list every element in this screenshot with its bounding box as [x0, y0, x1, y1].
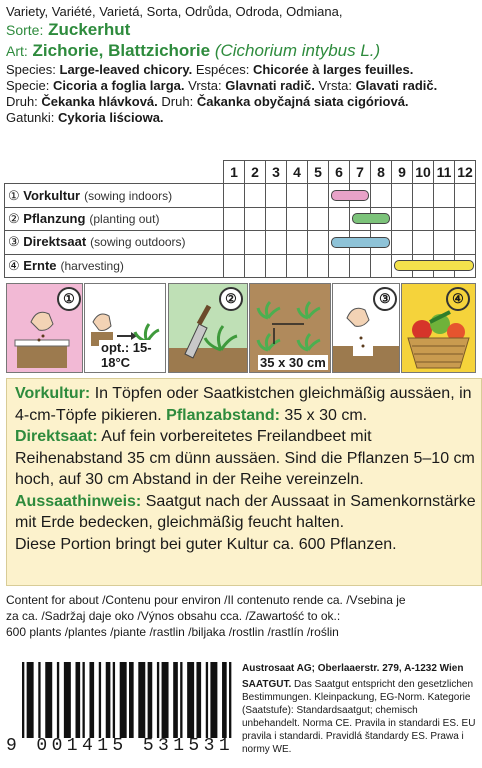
month-4: 4 — [287, 161, 308, 184]
calendar-cell — [245, 207, 266, 230]
barcode-bar — [38, 662, 40, 738]
vrsta2-label: Vrsta: — [318, 78, 352, 93]
barcode-bar — [27, 662, 34, 738]
specie-value: Cicoria a foglia larga. — [53, 78, 185, 93]
content-line-1: Content for about /Contenu pour environ /Il contenuto rende ca. /Vsebina je — [6, 593, 406, 607]
barcode-bar — [206, 662, 208, 738]
barcode-bar — [180, 662, 182, 738]
direktsaat-heading: Direktsaat: — [15, 428, 98, 445]
month-9: 9 — [392, 161, 413, 184]
calendar-cell — [245, 184, 266, 207]
calendar-row-title: Ernte — [23, 257, 57, 273]
calendar-period-bar — [394, 260, 474, 271]
month-10: 10 — [413, 161, 434, 184]
calendar-cell — [392, 231, 413, 254]
art-value: Zichorie, Blattzichorie — [32, 41, 211, 60]
barcode-bar — [187, 662, 194, 738]
barcode-bar — [138, 662, 145, 738]
calendar-cell — [308, 231, 329, 254]
barcode-bar — [22, 662, 24, 738]
pflanzabstand-text: 35 x 30 cm. — [279, 406, 368, 424]
calendar-cell — [266, 231, 287, 254]
calendar-cell — [413, 231, 434, 254]
sowing-instructions — [6, 378, 482, 586]
calendar-period-bar — [331, 237, 390, 248]
barcode-bars — [22, 662, 236, 738]
picto-sowing-outdoors — [332, 283, 400, 373]
calendar-cell — [413, 207, 434, 230]
calendar-cell — [392, 207, 413, 230]
calendar-row-label — [5, 207, 224, 230]
calendar-month-row — [5, 161, 476, 184]
calendar-period-bar — [331, 190, 369, 201]
calendar-row-number: ② — [8, 210, 20, 226]
month-3: 3 — [266, 161, 287, 184]
calendar-row-title: Pflanzung — [23, 210, 86, 226]
especes-label: Espéces: — [195, 62, 250, 77]
barcode-bar — [106, 662, 111, 738]
barcode-bar — [99, 662, 101, 738]
month-2: 2 — [245, 161, 266, 184]
species-value: Large-leaved chicory. — [59, 62, 193, 77]
month-8: 8 — [371, 161, 392, 184]
calendar-row-subtitle: (planting out) — [89, 211, 160, 226]
legal-text — [242, 678, 478, 756]
month-1: 1 — [224, 161, 245, 184]
barcode-bar — [76, 662, 81, 738]
calendar-cell — [245, 254, 266, 277]
picto-pricking-out — [84, 283, 166, 373]
calendar-cell — [224, 231, 245, 254]
druh1-value: Čekanka hlávková. — [41, 94, 158, 109]
calendar-cell — [329, 207, 350, 230]
saatgut-label: SAATGUT. — [242, 679, 292, 690]
calendar-row-title: Direktsaat — [23, 234, 87, 250]
sowing-calendar — [4, 160, 476, 278]
gatunki-label: Gatunki: — [6, 110, 55, 125]
picto-planting — [168, 283, 248, 373]
direktsaat-text: Auf fein vorbereitetes Freilandbeet mit Reihenabstand 35 cm dünn aussäen. Sind die Pflanzen 5–10 cm hoch, auf 30 cm Abstand in der Reihe vereinzeln. — [15, 428, 475, 488]
hinweis-paragraph — [15, 491, 477, 534]
picto-harvest — [401, 283, 476, 373]
calendar-row — [5, 231, 476, 254]
calendar-cell — [287, 184, 308, 207]
calendar-cell — [350, 254, 371, 277]
barcode-bar — [157, 662, 159, 738]
direktsaat-paragraph — [15, 426, 477, 491]
calendar-cell — [455, 207, 476, 230]
supplier-footer — [242, 662, 478, 756]
calendar-row-number: ① — [8, 187, 20, 203]
pictogram-strip — [6, 283, 476, 373]
supplier-address: Austrosaat AG; Oberlaaerstr. 279, A-1232 Wien — [242, 663, 464, 674]
calendar-row-subtitle: (harvesting) — [60, 258, 124, 273]
pflanzabstand-heading: Pflanzabstand: — [166, 406, 280, 424]
calendar-cell — [329, 254, 350, 277]
druh2-label: Druh: — [161, 94, 194, 109]
barcode-bar — [113, 662, 115, 738]
calendar-cell — [287, 254, 308, 277]
hinweis-heading: Aussaathinweis: — [15, 492, 142, 510]
step-1-badge: ① — [57, 287, 81, 311]
sorte-label: Sorte: — [6, 22, 44, 38]
picto-sowing-indoors — [6, 283, 83, 373]
calendar-period-bar — [352, 213, 390, 224]
vrsta1-label: Vrsta: — [188, 78, 222, 93]
species-label: Species: — [6, 62, 56, 77]
calendar-row — [5, 207, 476, 230]
calendar-cell — [455, 231, 476, 254]
calendar-cell — [413, 184, 434, 207]
barcode-bar — [229, 662, 231, 738]
calendar-cell — [266, 254, 287, 277]
calendar-row — [5, 184, 476, 207]
barcode-bar — [64, 662, 71, 738]
barcode — [6, 660, 238, 764]
calendar-cell — [392, 184, 413, 207]
barcode-bar — [129, 662, 134, 738]
especes-value: Chicorée à larges feuilles. — [252, 62, 414, 77]
month-7: 7 — [350, 161, 371, 184]
content-line-3: 600 plants /plantes /piante /rastlin /biljaka /rostlin /rastlín /roślin — [6, 625, 339, 639]
calendar-row-subtitle: (sowing outdoors) — [90, 235, 186, 250]
calendar-cell — [287, 231, 308, 254]
calendar-cell — [434, 231, 455, 254]
art-label: Art: — [6, 43, 28, 59]
calendar-row-label — [5, 254, 224, 277]
calendar-cell — [287, 207, 308, 230]
barcode-bar — [162, 662, 169, 738]
step-3-badge: ③ — [373, 287, 397, 311]
calendar-cell — [434, 207, 455, 230]
calendar-cell — [245, 231, 266, 254]
druh1-label: Druh: — [6, 94, 38, 109]
calendar-cell — [371, 254, 392, 277]
step-2-badge: ② — [219, 287, 243, 311]
barcode-bar — [173, 662, 178, 738]
seed-packet-header — [6, 4, 478, 126]
calendar-cell — [266, 207, 287, 230]
gatunki-value: Cykoria liściowa. — [58, 110, 164, 125]
calendar-cell — [455, 184, 476, 207]
calendar-row-number: ③ — [8, 234, 20, 250]
legal-body: Das Saatgut entspricht den gesetzlichen Bestimmungen. Kleinpackung, EG-Norm. Kategorie (Saatstufe): Standardsaatgut; chemisch unbehandelt. Norma CE. Pravila in standardi ES. EU pravila i standardi. Pravidlá štandardy ES. Prawa i normy WE. — [242, 679, 476, 755]
specie-label: Specie: — [6, 78, 50, 93]
calendar-cell — [308, 254, 329, 277]
barcode-bar — [148, 662, 153, 738]
vorkultur-paragraph — [15, 383, 477, 426]
calendar-row-subtitle: (sowing indoors) — [84, 188, 173, 203]
sorte-value: Zuckerhut — [48, 20, 131, 39]
calendar-row-title: Vorkultur — [23, 187, 81, 203]
vorkultur-text: In Töpfen oder Saatkistchen gleichmäßig aussäen, in 4-cm-Töpfe pikieren. — [15, 385, 472, 424]
vrsta1-value: Glavnati radič. — [225, 78, 315, 93]
calendar-cell — [224, 184, 245, 207]
content-amount — [6, 592, 478, 640]
barcode-bar — [196, 662, 201, 738]
month-12: 12 — [455, 161, 476, 184]
barcode-digits: 9 001415 531531 — [6, 736, 235, 756]
calendar-cell — [308, 207, 329, 230]
vrsta2-value: Glavati radič. — [355, 78, 438, 93]
barcode-bar — [57, 662, 59, 738]
barcode-bar — [210, 662, 217, 738]
calendar-cell — [308, 184, 329, 207]
druh2-value: Čakanka obyčajná siata cigóriová. — [196, 94, 409, 109]
month-5: 5 — [308, 161, 329, 184]
calendar-cell — [434, 184, 455, 207]
hinweis-text: Saatgut nach der Aussaat in Samenkornstärke mit Erde bedecken, gleichmäßig feucht halten. — [15, 492, 476, 531]
vorkultur-heading: Vorkultur: — [15, 385, 91, 402]
calendar-cell — [224, 254, 245, 277]
spacing-label: 35 x 30 cm — [260, 355, 326, 370]
variety-labels: Variety, Variété, Varietá, Sorta, Odrůda, Odroda, Odmiana, — [6, 4, 343, 19]
barcode-bar — [82, 662, 84, 738]
barcode-bar — [120, 662, 127, 738]
content-line-2: za ca. /Sadržaj daje oko /Výnos obsahu cca. /Zawartość to ok.: — [6, 609, 341, 623]
calendar-row-number: ④ — [8, 257, 20, 273]
month-11: 11 — [434, 161, 455, 184]
calendar-cell — [266, 184, 287, 207]
calendar-row-label — [5, 231, 224, 254]
calendar-row-label — [5, 184, 224, 207]
calendar-cell — [224, 207, 245, 230]
step-4-badge: ④ — [446, 287, 470, 311]
barcode-bar — [222, 662, 227, 738]
temperature-label: opt.: 15-18°C — [99, 340, 165, 370]
barcode-bar — [89, 662, 94, 738]
portion-text: Diese Portion bringt bei guter Kultur ca. 600 Pflanzen. — [15, 535, 397, 553]
picto-spacing — [249, 283, 331, 373]
barcode-bar — [45, 662, 52, 738]
month-6: 6 — [329, 161, 350, 184]
calendar-cell — [371, 184, 392, 207]
art-scientific: (Cichorium intybus L.) — [214, 41, 381, 60]
